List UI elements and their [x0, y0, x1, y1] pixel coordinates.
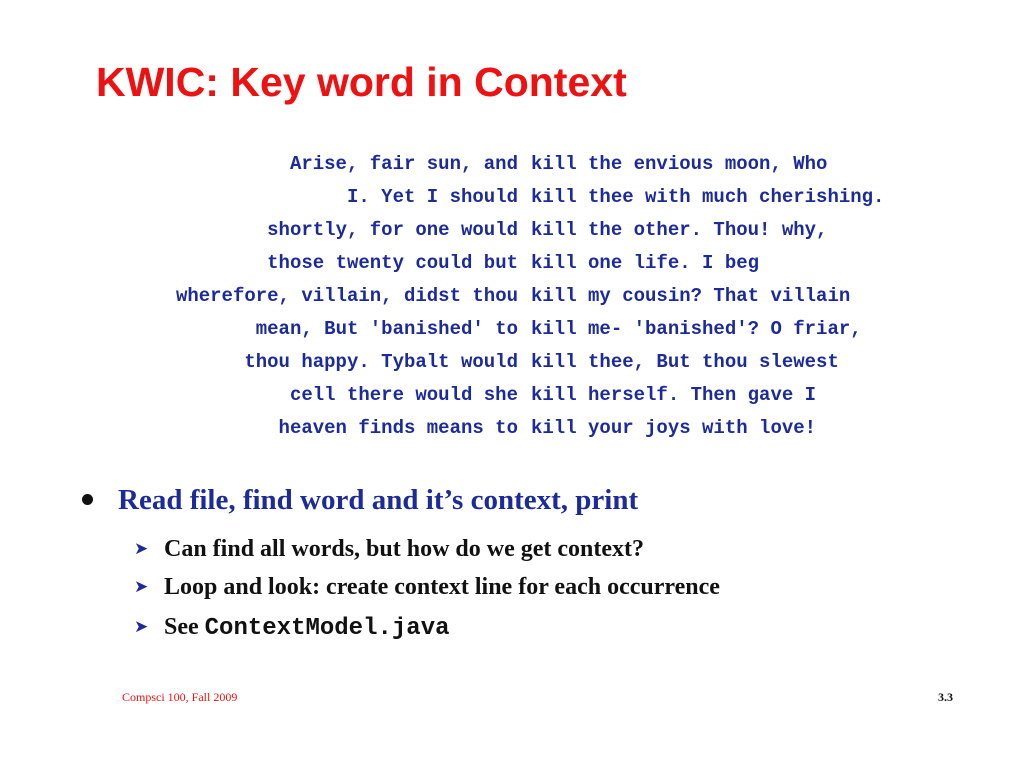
kwic-right-context: the other. Thou! why,	[588, 219, 828, 241]
kwic-right-context: thee with much cherishing.	[588, 186, 885, 208]
kwic-left-context: wherefore, villain, didst thou	[175, 285, 518, 307]
kwic-left-context: I. Yet I should	[346, 186, 518, 208]
sub-bullet-text	[164, 610, 450, 646]
kwic-line	[0, 247, 1024, 280]
kwic-keyword-right-context	[531, 181, 884, 214]
kwic-right-context: thee, But thou slewest	[588, 351, 839, 373]
sub-bullet-label: Can find all words, but how do we get context?	[164, 536, 645, 562]
slide-title: KWIC: Key word in Context	[96, 59, 627, 105]
kwic-left-context: Arise, fair sun, and	[289, 153, 518, 175]
kwic-line	[0, 379, 1024, 412]
kwic-left-context: heaven finds means to	[278, 417, 518, 439]
kwic-right-context: my cousin? That villain	[588, 285, 851, 307]
kwic-line	[0, 214, 1024, 247]
kwic-keyword-right-context	[531, 247, 759, 280]
kwic-right-context: one life. I beg	[588, 252, 760, 274]
kwic-keyword: kill	[531, 186, 577, 208]
footer-course: Compsci 100, Fall 2009	[122, 690, 238, 704]
footer-page-number: 3.3	[938, 690, 953, 704]
kwic-left-context: mean, But 'banished' to	[255, 318, 518, 340]
sub-bullet-text	[164, 532, 644, 566]
kwic-left-context: shortly, for one would	[267, 219, 518, 241]
arrow-bullet-icon: ➤	[134, 577, 149, 597]
kwic-line	[0, 346, 1024, 379]
kwic-line	[0, 313, 1024, 346]
kwic-right-context: herself. Then gave I	[588, 384, 817, 406]
kwic-keyword-right-context	[531, 412, 816, 445]
kwic-left-context: those twenty could but	[267, 252, 518, 274]
kwic-example	[0, 148, 1024, 445]
kwic-keyword-right-context	[531, 313, 862, 346]
kwic-line	[0, 412, 1024, 445]
kwic-keyword-right-context	[531, 346, 839, 379]
kwic-keyword-right-context	[531, 280, 850, 313]
kwic-right-context: the envious moon, Who	[588, 153, 828, 175]
kwic-keyword: kill	[531, 417, 577, 439]
kwic-keyword-right-context	[531, 379, 816, 412]
main-bullet-text: Read file, find word and it’s context, print	[118, 484, 639, 516]
arrow-bullet-icon: ➤	[134, 539, 149, 559]
kwic-keyword: kill	[531, 318, 577, 340]
arrow-bullet-icon: ➤	[134, 617, 149, 637]
kwic-right-context: me- 'banished'? O friar,	[588, 318, 862, 340]
kwic-line	[0, 148, 1024, 181]
kwic-keyword: kill	[531, 153, 577, 175]
kwic-keyword-right-context	[531, 148, 827, 181]
kwic-keyword: kill	[531, 351, 577, 373]
code-reference: ContextModel.java	[204, 615, 450, 642]
kwic-right-context: your joys with love!	[588, 417, 817, 439]
kwic-keyword: kill	[531, 252, 577, 274]
sub-bullet-label: Loop and look: create context line for each occurrence	[164, 574, 720, 600]
kwic-left-context: cell there would she	[289, 384, 518, 406]
bullet-dot-icon	[82, 494, 93, 505]
kwic-line	[0, 181, 1024, 214]
sub-bullet-text	[164, 570, 720, 604]
kwic-left-context: thou happy. Tybalt would	[244, 351, 518, 373]
kwic-keyword: kill	[531, 384, 577, 406]
kwic-keyword: kill	[531, 285, 577, 307]
kwic-keyword-right-context	[531, 214, 827, 247]
kwic-keyword: kill	[531, 219, 577, 241]
kwic-line	[0, 280, 1024, 313]
sub-bullet-label: See	[164, 614, 205, 640]
